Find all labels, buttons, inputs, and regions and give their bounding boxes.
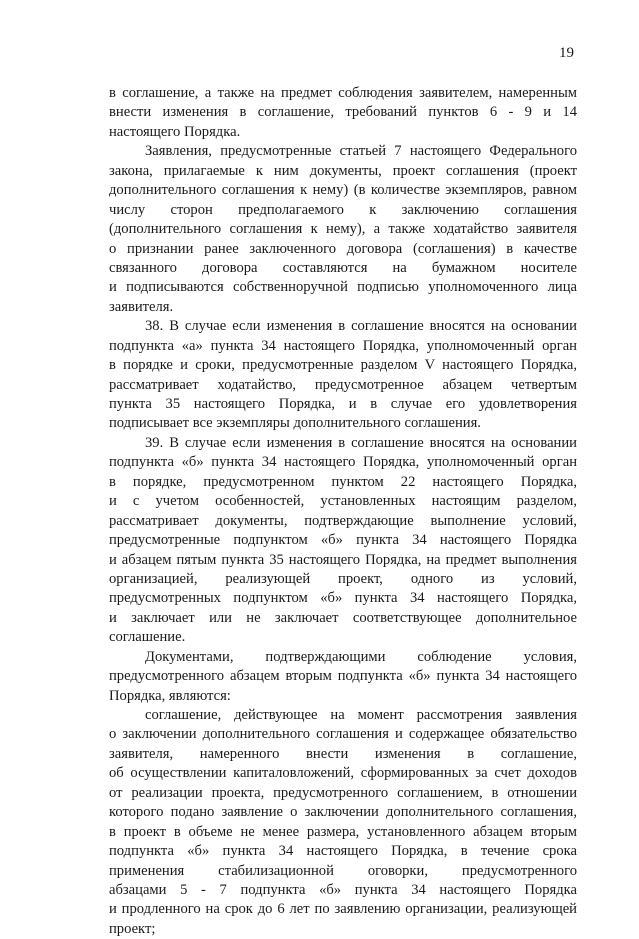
text-line: и заключает или не заключает соответствующее дополнительное: [109, 609, 577, 626]
text-line: подпункта «б» пункта 34 настоящего Порядка, уполномоченный орган: [109, 454, 577, 471]
text-line: подписывает все экземпляры дополнительного соглашения.: [109, 415, 481, 432]
text-line: об осуществлении капиталовложений, сформированных за счет доходов: [109, 765, 577, 782]
text-line: и подписываются собственноручной подписью уполномоченного лица: [109, 279, 577, 296]
text-line: (дополнительного соглашения к нему), а также ходатайство заявителя: [109, 221, 577, 238]
text-line: предусмотренных подпунктом «б» пункта 34 настоящего Порядка,: [109, 590, 577, 607]
text-line: 38. В случае если изменения в соглашение вносятся на основании: [145, 318, 577, 335]
text-line: в порядке и сроки, предусмотренные разделом V настоящего Порядка,: [109, 357, 577, 374]
text-line: соглашение, действующее на момент рассмотрения заявления: [145, 707, 577, 723]
text-line: настоящего Порядка.: [109, 123, 241, 140]
text-line: и с учетом особенностей, установленных настоящим разделом,: [109, 493, 577, 510]
text-line: подпункта «б» пункта 34 настоящего Порядка, в течение срока: [109, 843, 577, 860]
page-number: 19: [559, 45, 574, 61]
text-line: закона, прилагаемые к ним документы, проект соглашения (проект: [109, 162, 577, 179]
text-line: Документами, подтверждающими соблюдение условия,: [145, 648, 577, 665]
text-line: числу сторон предполагаемого к заключению соглашения: [109, 201, 577, 218]
text-line: о признании ранее заключенного договора (соглашения) в качестве: [109, 240, 577, 257]
text-line: связанного договора составляются на бумажном носителе: [109, 259, 577, 276]
text-line: дополнительного соглашения к нему) (в количестве экземпляров, равном: [109, 182, 577, 199]
text-line: о заключении дополнительного соглашения и содержащее обязательство: [109, 726, 577, 743]
text-line: подпункта «а» пункта 34 настоящего Порядка, уполномоченный орган: [109, 337, 577, 354]
text-line: в порядке, предусмотренном пунктом 22 настоящего Порядка,: [109, 473, 577, 490]
text-line: внести изменения в соглашение, требований пунктов 6 - 9 и 14: [109, 104, 577, 121]
text-line: предусмотренные подпунктом «б» пункта 34 настоящего Порядка: [109, 532, 577, 549]
text-line: заявителя.: [109, 298, 174, 315]
text-line: пункта 35 настоящего Порядка, и в случае его удовлетворения: [109, 396, 577, 412]
text-line: абзацами 5 - 7 подпункта «б» пункта 34 настоящего Порядка: [109, 881, 577, 898]
text-line: применения стабилизационной оговорки, предусмотренного: [109, 862, 577, 879]
text-line: предусмотренного абзацем вторым подпункта «б» пункта 34 настоящего: [109, 668, 577, 685]
document-body: [109, 84, 577, 939]
text-line: которого подано заявление о заключении дополнительного соглашения,: [109, 804, 577, 821]
text-line: в соглашение, а также на предмет соблюдения заявителем, намеренным: [109, 85, 577, 101]
text-line: проект;: [109, 920, 156, 937]
text-line: от реализации проекта, предусмотренного соглашением, в отношении: [109, 784, 577, 801]
text-line: рассматривает документы, подтверждающие выполнение условий,: [109, 512, 577, 529]
text-line: заявителя, намеренного внести изменения в соглашение,: [109, 745, 577, 762]
text-line: в проект в объеме не менее размера, установленного абзацем вторым: [109, 823, 577, 840]
text-line: и продленного на срок до 6 лет по заявлению организации, реализующей: [109, 901, 577, 918]
text-line: Порядка, являются:: [109, 687, 231, 704]
text-line: и абзацем пятым пункта 35 настоящего Порядка, на предмет выполнения: [109, 551, 577, 568]
text-line: организацией, реализующей проект, одного из условий,: [109, 570, 577, 587]
text-line: 39. В случае если изменения в соглашение вносятся на основании: [145, 434, 577, 451]
text-line: рассматривает ходатайство, предусмотренное абзацем четвертым: [109, 376, 577, 393]
text-line: соглашение.: [109, 629, 186, 646]
text-line: Заявления, предусмотренные статьей 7 настоящего Федерального: [145, 143, 577, 160]
